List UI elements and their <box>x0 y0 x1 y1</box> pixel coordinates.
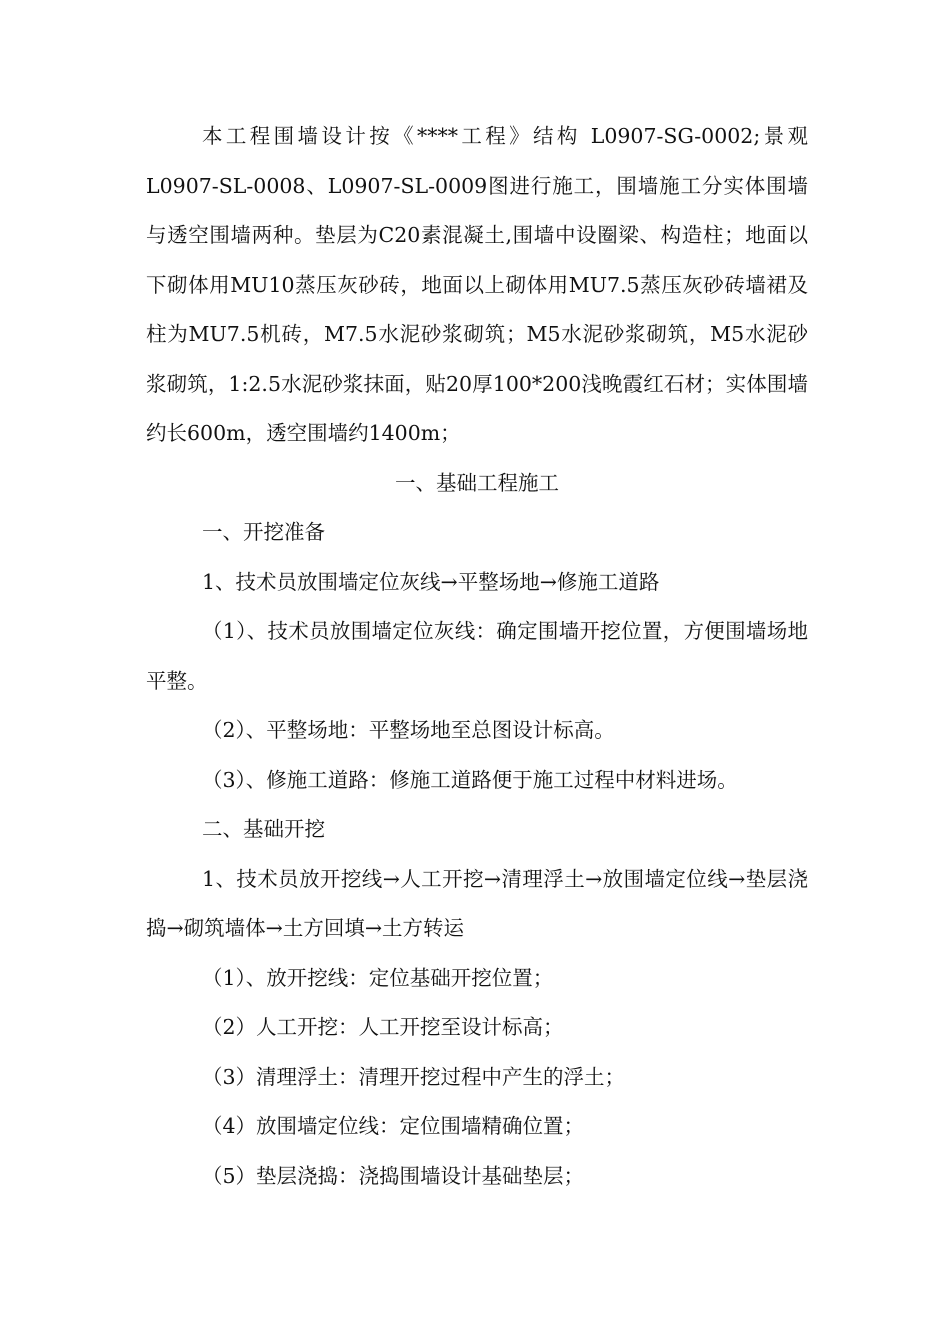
section-heading-foundation: 一、基础工程施工 <box>395 470 559 495</box>
paragraph-excavation-step-3: （3）清理浮土：清理开挖过程中产生的浮土； <box>202 1064 626 1089</box>
document-page <box>146 112 808 1201</box>
subheading-excavation-prep: 一、开挖准备 <box>202 520 325 544</box>
paragraph-excavation-step-1: （1）、放开挖线：定位基础开挖位置； <box>202 965 554 990</box>
paragraph-prep-step-1: （1）、技术员放围墙定位灰线：确定围墙开挖位置，方便围墙场地平整。 <box>146 619 808 693</box>
paragraph-excavation-step-5: （5）垫层浇捣：浇捣围墙设计基础垫层； <box>202 1163 585 1188</box>
paragraph-prep-flow: 1、技术员放围墙定位灰线→平整场地→修施工道路 <box>202 569 660 594</box>
paragraph-excavation-flow: 1、技术员放开挖线→人工开挖→清理浮土→放围墙定位线→垫层浇捣→砌筑墙体→土方回填→土方转运 <box>146 866 808 940</box>
paragraph-prep-step-2: （2）、平整场地：平整场地至总图设计标高。 <box>202 718 615 742</box>
paragraph-excavation-step-4: （4）放围墙定位线：定位围墙精确位置； <box>202 1114 585 1138</box>
subheading-foundation-excavation: 二、基础开挖 <box>202 817 325 841</box>
intro-paragraph: 本工程围墙设计按《****工程》结构 L0907-SG-0002;景观L0907-SL-0008、L0907-SL-0009图进行施工，围墙施工分实体围墙与透空围墙两种。垫层为C20素混凝土,围墙中设圈梁、构造柱；地面以下砌体用MU10蒸压灰砂砖，地面以上砌体用MU7.5蒸压灰砂砖墙裙及柱为MU7.5机砖，M7.5水泥砂浆砌筑；M5水泥砂浆砌筑，M5水泥砂浆砌筑，1:2.5水泥砂浆抹面，贴20厚100*200浅晚霞红石材；实体围墙约长600m，透空围墙约1400m； <box>146 124 808 445</box>
paragraph-excavation-step-2: （2）人工开挖：人工开挖至设计标高； <box>202 1015 564 1039</box>
paragraph-prep-step-3: （3）、修施工道路：修施工道路便于施工过程中材料进场。 <box>202 767 738 792</box>
